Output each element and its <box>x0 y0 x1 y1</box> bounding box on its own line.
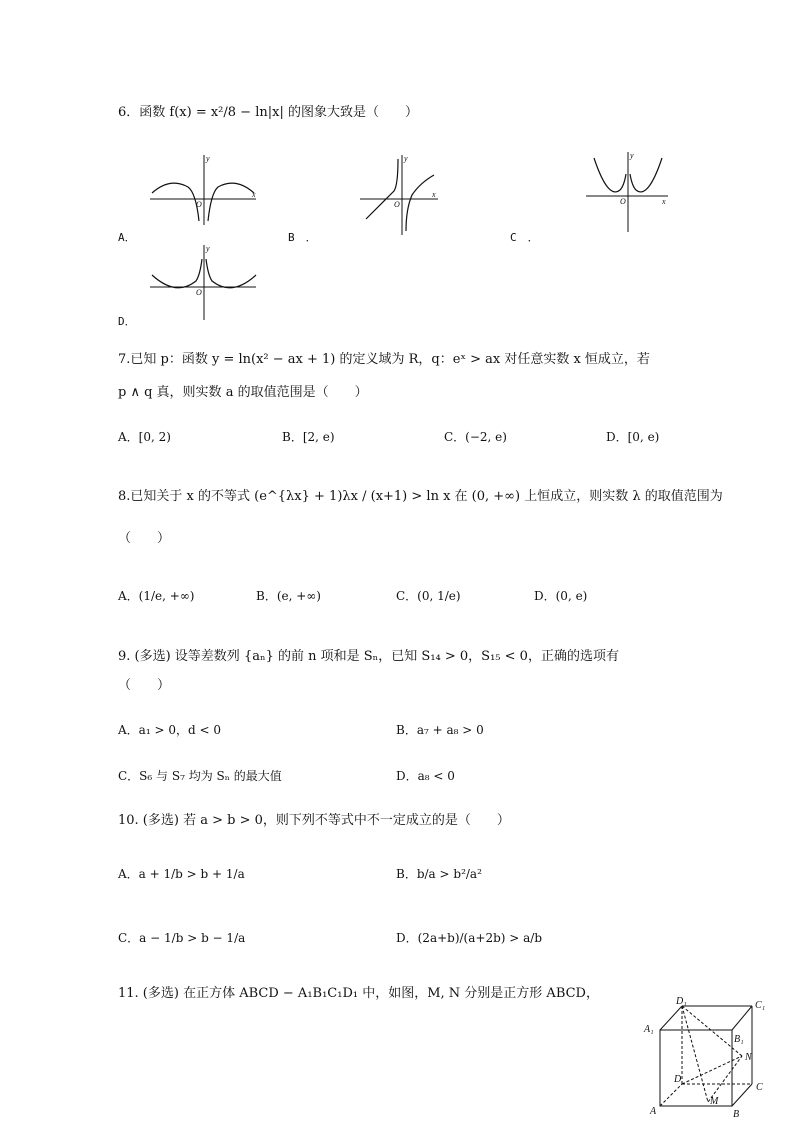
q7-option-c: C．(−2, e) <box>444 430 507 444</box>
q8-option-c: C．(0, 1/e) <box>396 589 461 603</box>
cube-label-a1: A₁ <box>644 1024 654 1035</box>
q6-graph-b-y-label: y <box>404 154 408 163</box>
q10-option-b: B．b/a > b²/a² <box>396 867 482 881</box>
q6-graph-b-origin: O <box>394 200 400 209</box>
q6-graph-d <box>150 245 260 320</box>
q7-stem-line1: 7.已知 p：函数 y = ln(x² − ax + 1) 的定义域为 R，q：eˣ > ax 对任意实数 x 恒成立，若 <box>118 352 650 367</box>
q7-stem-line2: p ∧ q 真，则实数 a 的取值范围是（ ） <box>118 385 368 400</box>
q7-option-a: A．[0, 2) <box>118 430 171 444</box>
cube-label-a: A <box>650 1106 657 1117</box>
q6-graph-a-origin: O <box>196 200 202 209</box>
q6-stem-text: 6．函数 f(x) = x²/8 − ln|x| 的图象大致是（ ） <box>118 105 418 120</box>
q10-stem: 10. (多选) 若 a > b > 0，则下列不等式中不一定成立的是（ ） <box>118 813 510 828</box>
q11-stem: 11. (多选) 在正方体 ABCD − A₁B₁C₁D₁ 中，如图，M, N 分别是正方形 ABCD， <box>118 986 599 1001</box>
q6-option-c: C ． <box>510 231 539 244</box>
q8-option-a: A．(1/e, +∞) <box>118 589 195 603</box>
q7-option-d: D．[0, e) <box>606 430 660 444</box>
q10-option-c: C．a − 1/b > b − 1/a <box>118 931 246 945</box>
q6-graph-c-y-label: y <box>630 151 634 160</box>
q6-graph-c-origin: O <box>620 197 626 206</box>
cube-label-b1: B₁ <box>734 1034 744 1045</box>
q6-graph-b <box>360 155 440 235</box>
q6-graph-a <box>150 155 260 225</box>
cube-label-c1: C₁ <box>755 1000 766 1011</box>
q7-option-b: B．[2, e) <box>282 430 335 444</box>
q6-graph-c <box>586 152 670 232</box>
q6-graph-d-y-label: y <box>206 244 210 253</box>
q9-option-b: B．a₇ + a₈ > 0 <box>396 723 484 737</box>
q10-option-a: A．a + 1/b > b + 1/a <box>118 867 245 881</box>
q6-graph-a-y-label: y <box>206 154 210 163</box>
q8-stem: 8.已知关于 x 的不等式 (e^{λx} + 1)λx / (x+1) > ln x 在 (0, +∞) 上恒成立，则实数 λ 的取值范围为 <box>118 489 723 504</box>
q9-option-d: D．a₈ < 0 <box>396 769 455 783</box>
q6-stem <box>118 104 418 122</box>
q11-cube-figure <box>642 996 782 1121</box>
q10-option-d: D．(2a+b)/(a+2b) > a/b <box>396 931 543 945</box>
cube-label-d1: D₁ <box>676 996 687 1007</box>
q6-option-d: D． <box>118 315 136 328</box>
q6-option-a: A． <box>118 231 136 244</box>
q9-option-a: A．a₁ > 0，d < 0 <box>118 723 221 737</box>
q9-option-c: C．S₆ 与 S₇ 均为 Sₙ 的最大值 <box>118 769 282 783</box>
cube-label-n: N <box>745 1052 752 1063</box>
q9-stem: 9. (多选) 设等差数列 {aₙ} 的前 n 项和是 Sₙ，已知 S₁₄ > 0，S₁₅ < 0，正确的选项有 <box>118 649 619 664</box>
cube-label-d: D <box>674 1074 682 1085</box>
q6-graph-b-x-label: x <box>432 190 436 199</box>
q9-paren: （ ） <box>118 678 171 693</box>
cube-label-m: M <box>710 1096 719 1107</box>
q6-option-b: B ． <box>288 231 317 244</box>
q8-paren: （ ） <box>118 531 171 546</box>
q8-option-d: D．(0, e) <box>534 589 588 603</box>
q8-option-b: B．(e, +∞) <box>256 589 321 603</box>
cube-label-b: B <box>733 1109 740 1120</box>
q6-graph-d-origin: O <box>196 288 202 297</box>
q6-graph-a-x-label: x <box>252 190 256 199</box>
q6-graph-c-x-label: x <box>662 197 666 206</box>
cube-label-c: C <box>756 1082 763 1093</box>
